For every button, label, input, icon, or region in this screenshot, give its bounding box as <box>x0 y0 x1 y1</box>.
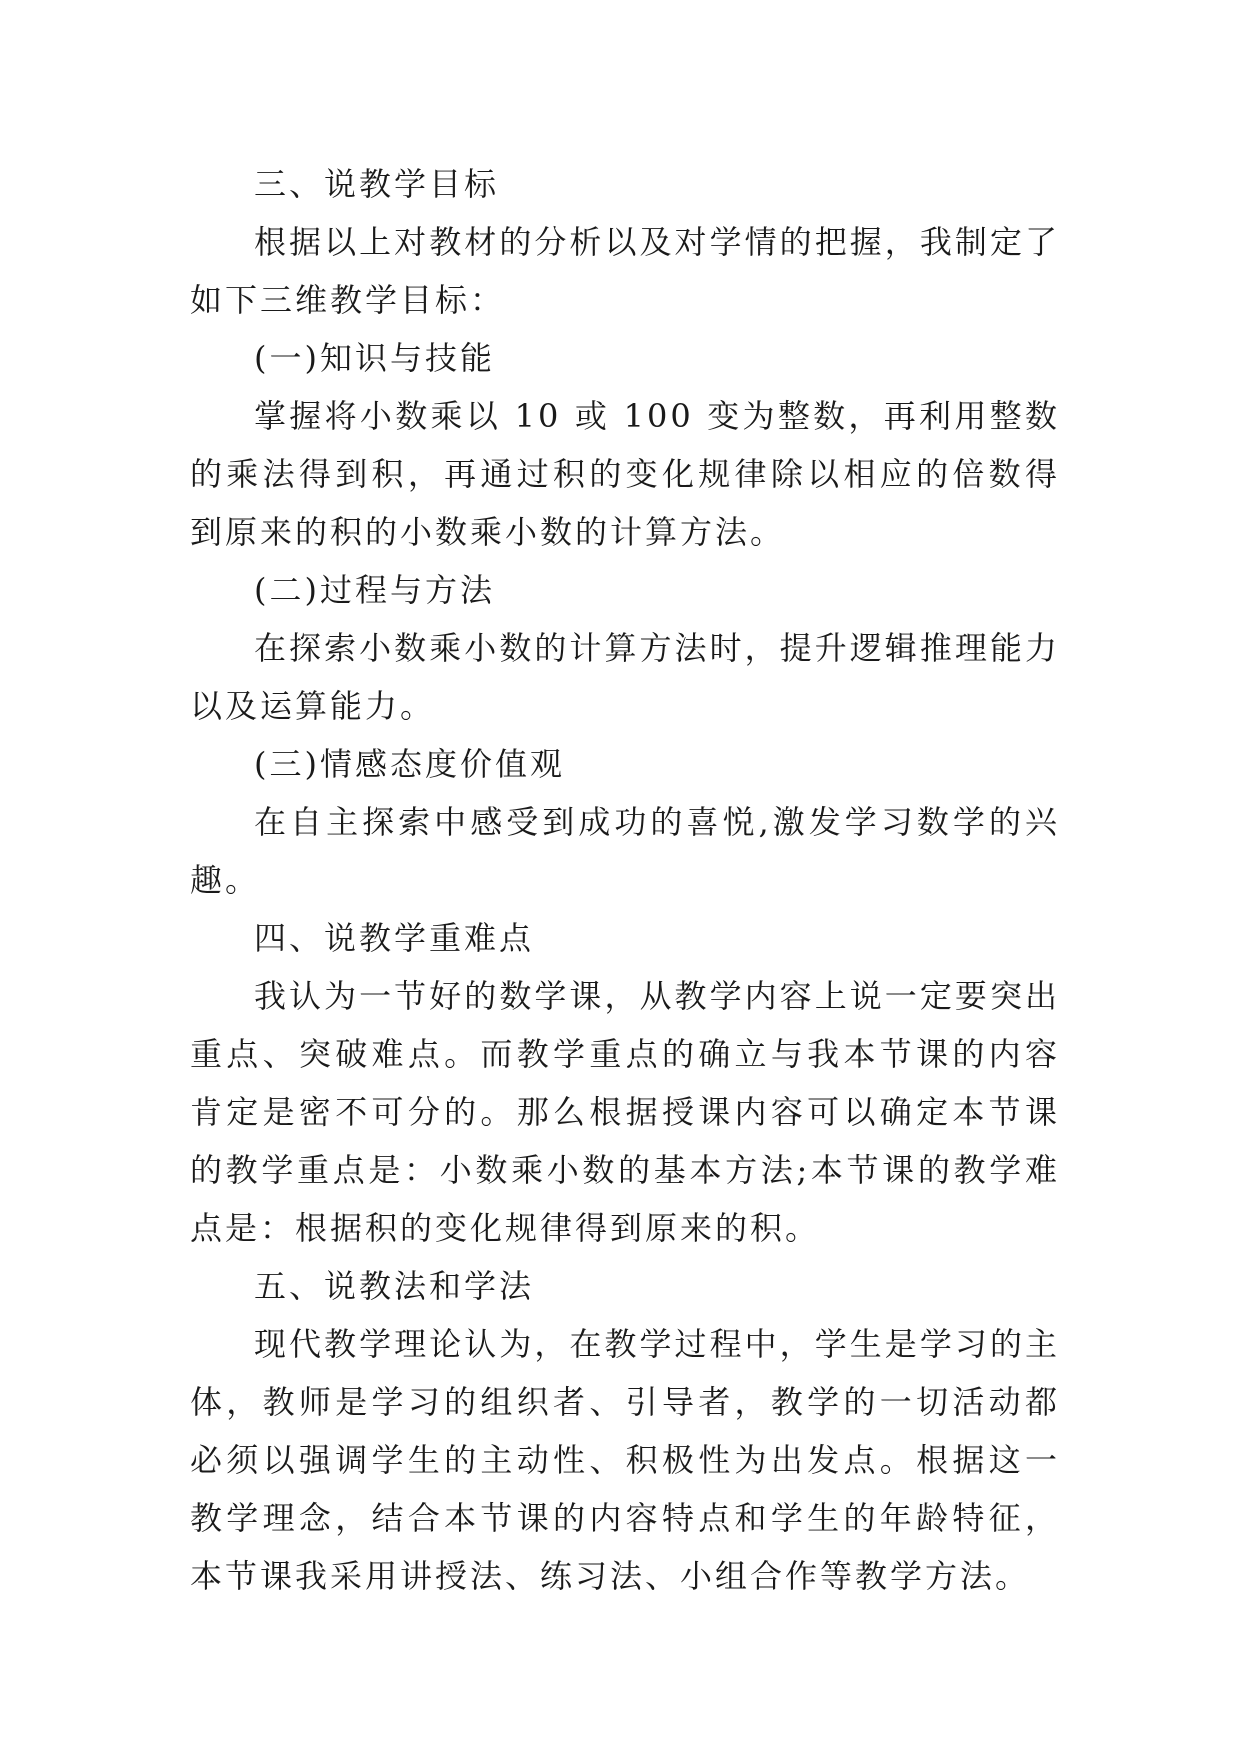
paragraph-key-difficult-points: 我认为一节好的数学课，从教学内容上说一定要突出重点、突破难点。而教学重点的确立与我本节课的内容肯定是密不可分的。那么根据授课内容可以确定本节课的教学重点是：小数乘小数的基本方法;本节课的教学难点是：根据积的变化规律得到原来的积。 <box>190 977 1060 1247</box>
subheading-process-methods: (二)过程与方法 <box>254 571 495 609</box>
subheading-emotional-values: (三)情感态度价值观 <box>254 745 565 783</box>
paragraph-knowledge-skills: 掌握将小数乘以 10 或 100 变为整数，再利用整数的乘法得到积，再通过积的变化规律除以相应的倍数得到原来的积的小数乘小数的计算方法。 <box>190 397 1060 551</box>
section-heading-teaching-objectives: 三、说教学目标 <box>254 165 500 203</box>
document-body <box>190 155 1060 1605</box>
paragraph-teaching-learning-methods: 现代教学理论认为，在教学过程中，学生是学习的主体，教师是学习的组织者、引导者，教学的一切活动都必须以强调学生的主动性、积极性为出发点。根据这一教学理念，结合本节课的内容特点和学生的年龄特征，本节课我采用讲授法、练习法、小组合作等教学方法。 <box>190 1325 1060 1595</box>
section-heading-teaching-learning-methods: 五、说教法和学法 <box>254 1267 535 1305</box>
paragraph-emotional-values: 在自主探索中感受到成功的喜悦,激发学习数学的兴趣。 <box>190 803 1060 899</box>
subheading-knowledge-skills: (一)知识与技能 <box>254 339 495 377</box>
section-heading-key-difficult-points: 四、说教学重难点 <box>254 919 535 957</box>
paragraph-process-methods: 在探索小数乘小数的计算方法时，提升逻辑推理能力以及运算能力。 <box>190 629 1060 725</box>
paragraph-objectives-intro: 根据以上对教材的分析以及对学情的把握，我制定了如下三维教学目标： <box>190 223 1060 319</box>
